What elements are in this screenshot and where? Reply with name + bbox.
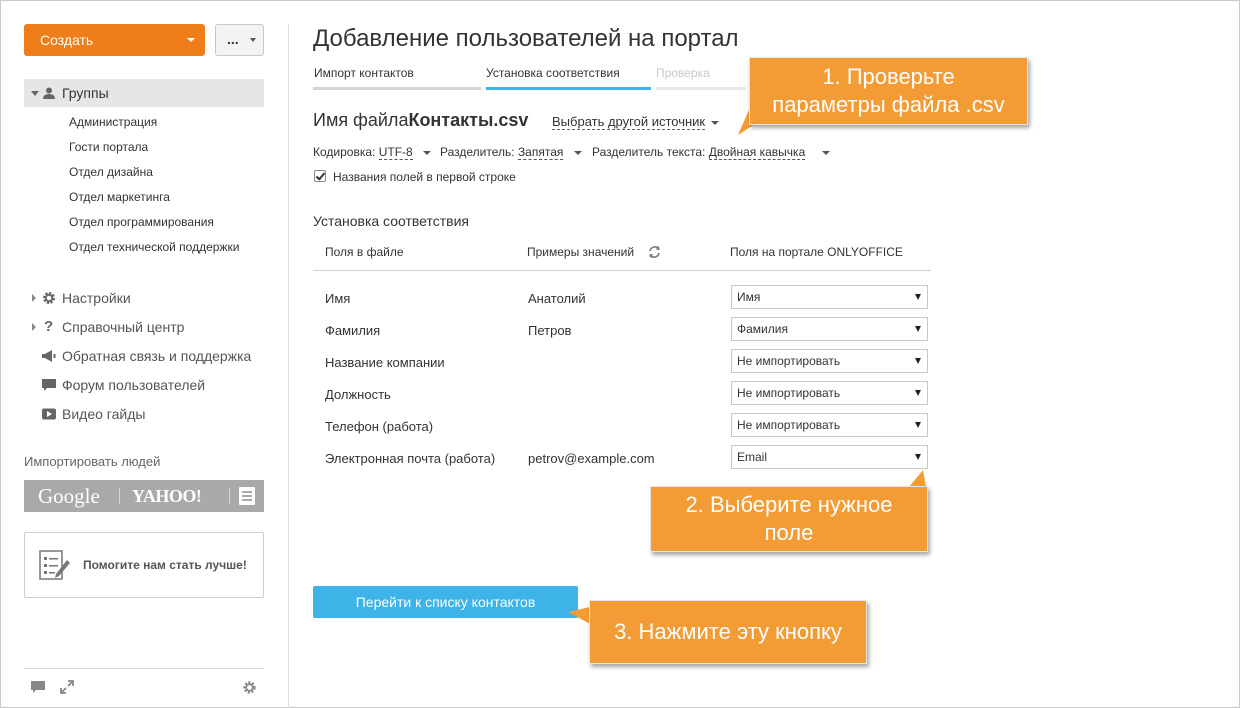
encoding-dropdown[interactable]: UTF-8 [378,145,413,159]
separator [119,488,120,504]
group-item[interactable]: Отдел программирования [69,215,214,229]
chevron-down-icon[interactable] [423,151,431,155]
portal-field-select[interactable] [731,445,928,469]
question-icon: ? [44,318,54,335]
sidebar-item-help[interactable] [24,316,264,338]
step-progress-pending [656,87,746,90]
encoding-label: Кодировка: [313,145,376,159]
sidebar-divider [288,24,289,708]
expand-triangle-icon[interactable] [31,91,39,96]
table-row-field: Фамилия [325,323,381,338]
file-import-icon[interactable] [239,487,255,505]
chevron-down-icon [250,38,256,42]
sidebar-item-video[interactable] [24,403,264,425]
separator-label: Разделитель: [440,145,515,159]
import-bar [24,480,264,512]
column-header-portal-fields: Поля на портале ONLYOFFICE [730,245,903,259]
dropdown-arrow-icon [915,422,921,428]
step-check: Проверка [656,66,710,80]
text-separator-dropdown[interactable]: Двойная кавычка [708,145,806,159]
callout-press-button: 3. Нажмите эту кнопку [589,600,867,664]
callout-text: 2. Выберите нужное [685,492,893,517]
first-row-checkbox[interactable] [314,170,326,182]
create-button-label: Создать [40,32,94,48]
create-button[interactable] [24,24,205,56]
table-row-field: Электронная почта (работа) [325,451,496,466]
go-to-contact-list-button[interactable]: Перейти к списку контактов [313,586,578,618]
sidebar-item-settings[interactable] [24,287,264,309]
gear-icon[interactable] [242,680,257,695]
portal-field-select[interactable] [731,381,928,405]
column-header-file-fields: Поля в файле [325,245,404,259]
column-header-examples: Примеры значений [527,245,635,259]
chevron-down-icon[interactable] [574,151,582,155]
survey-icon [37,548,71,582]
choose-other-source-dropdown[interactable]: Выбрать другой источник [552,114,706,129]
sidebar-item-forum[interactable] [24,374,264,396]
dropdown-arrow-icon [915,390,921,396]
select-value: Не импортировать [737,418,841,432]
refresh-icon[interactable] [647,245,662,259]
file-name-label: Имя файлаКонтакты.csv [313,110,529,130]
more-button-label: ... [227,31,239,47]
sidebar [24,24,264,708]
callout-choose-field [650,486,928,552]
separator-option [440,145,563,159]
encoding-option [313,145,413,159]
separator-dropdown[interactable]: Запятая [517,145,564,159]
nav-label: Справочный центр [62,319,185,335]
first-row-label: Названия полей в первой строке [333,170,516,184]
table-row-field: Название компании [325,355,445,370]
select-value: Имя [737,290,761,304]
step-import-contacts: Импорт контактов [314,66,414,80]
sidebar-item-groups[interactable] [24,79,264,107]
chevron-down-icon [711,121,719,125]
nav-label: Обратная связь и поддержка [62,348,252,364]
step-progress-done [313,87,481,90]
feedback-banner[interactable] [24,532,264,598]
callout-text: поле [764,520,814,545]
expand-triangle-icon[interactable] [32,294,36,302]
nav-label: Форум пользователей [62,377,206,393]
table-row-example: petrov@example.com [528,451,655,466]
yahoo-import-button[interactable]: YAHOO! [132,486,202,506]
google-import-button[interactable]: Google [38,484,100,508]
dropdown-arrow-icon [915,294,921,300]
group-item[interactable]: Отдел технической поддержки [69,240,240,254]
import-people-title: Импортировать людей [24,454,161,469]
feedback-label: Помогите нам стать лучше! [83,558,247,572]
chevron-down-icon[interactable] [822,151,830,155]
expand-icon[interactable] [60,680,74,694]
select-value: Не импортировать [737,354,841,368]
gear-icon [41,291,57,305]
file-name: Контакты.csv [408,110,529,130]
chat-icon[interactable] [30,680,46,694]
more-button[interactable] [215,24,264,56]
divider [24,668,264,669]
portal-field-select[interactable] [731,317,928,341]
nav-label: Настройки [62,290,131,306]
group-item[interactable]: Отдел дизайна [69,165,153,179]
table-row-field: Должность [325,387,391,402]
table-row-field: Имя [325,291,351,306]
table-row-field: Телефон (работа) [325,419,434,434]
megaphone-icon [41,349,57,363]
step-mapping: Установка соответствия [486,66,620,80]
table-header-divider [313,270,931,271]
callout-text: 1. Проверьте [822,64,955,89]
page-title: Добавление пользователей на портал [313,25,739,52]
select-value: Не импортировать [737,386,841,400]
table-row-example: Петров [528,323,572,338]
user-icon [43,87,55,99]
table-row-example: Анатолий [528,291,586,306]
group-item[interactable]: Администрация [69,115,158,129]
callout-check-file [749,57,1028,125]
portal-field-select[interactable] [731,349,928,373]
section-title: Установка соответствия [313,213,470,229]
portal-field-select[interactable] [731,413,928,437]
select-value: Фамилия [737,322,788,336]
chat-icon [41,378,57,392]
text-separator-label: Разделитель текста: [592,145,706,159]
step-progress-active [486,87,651,90]
groups-label: Группы [62,85,109,101]
separator [229,488,230,504]
group-item[interactable]: Гости портала [69,140,149,154]
video-icon [41,407,57,421]
dropdown-arrow-icon [915,326,921,332]
sidebar-item-feedback[interactable] [24,345,264,367]
select-value: Email [737,450,768,464]
group-item[interactable]: Отдел маркетинга [69,190,170,204]
dropdown-arrow-icon [915,454,921,460]
dropdown-arrow-icon [915,358,921,364]
text-separator-option [592,145,805,159]
portal-field-select[interactable] [731,285,928,309]
expand-triangle-icon[interactable] [32,323,36,331]
chevron-down-icon [187,38,195,42]
callout-text: параметры файла .csv [772,92,1005,117]
nav-label: Видео гайды [62,406,146,422]
